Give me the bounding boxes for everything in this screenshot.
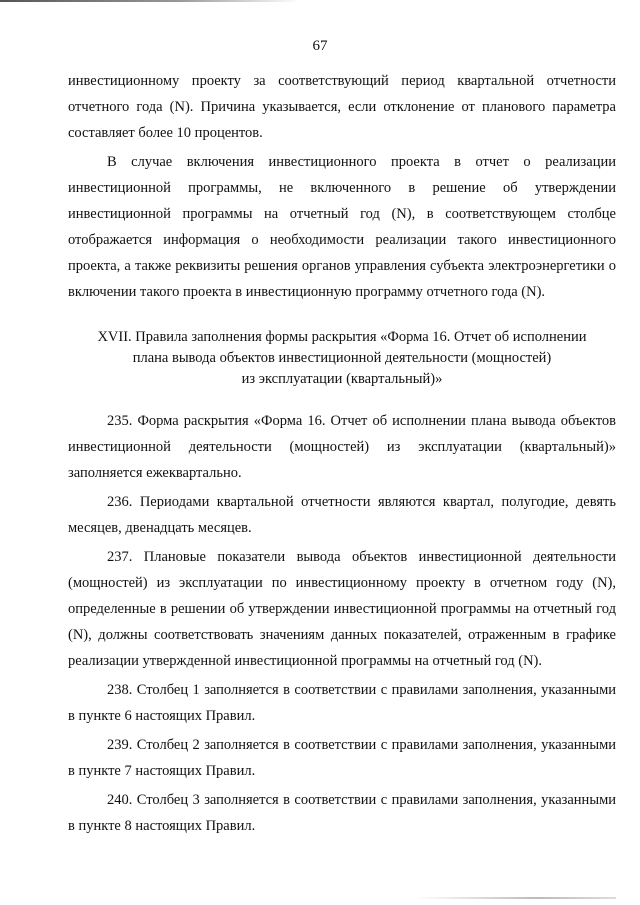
paragraph-inclusion-note: В случае включения инвестиционного проекта в отчет о реализации инвестиционной программы, не включенного в решение об утверждении инвестиционной программы на отчетный год (N), в соответствующем столбце отображается информация о необходимости реализации такого инвестиционного проекта, а также реквизиты решения органов управления субъекта электроэнергетики о включении такого проекта в инвестиционную программу отчетного года (N). (68, 154, 616, 300)
section-heading-line: из эксплуатации (квартальный)» (241, 371, 443, 387)
scan-bottom-edge-line (416, 897, 616, 899)
paragraph-237: 237. Плановые показатели вывода объектов инвестиционной деятельности (мощностей) из эксплуатации по инвестиционному проекту в отчетном году (N), определенные в решении об утверждении инвестиционной программы на отчетный год (N), должны соответствовать значениям данных показателей, отраженным в графике реализации утвержденной инвестиционной программы на отчетный год (N). (68, 549, 616, 669)
paragraph-238: 238. Столбец 1 заполняется в соответствии с правилами заполнения, указанными в пункте 6 настоящих Правил. (68, 682, 616, 724)
section-heading-xvii (68, 327, 616, 390)
section-heading-line: XVII. Правила заполнения формы раскрытия «Форма 16. Отчет об исполнении (97, 329, 587, 345)
paragraph-continuation: инвестиционному проекту за соответствующий период квартальной отчетности отчетного года (N). Причина указывается, если отклонение от планового параметра составляет более 10 процентов. (68, 73, 616, 141)
page-number: 67 (312, 38, 328, 54)
paragraph-236: 236. Периодами квартальной отчетности являются квартал, полугодие, девять месяцев, двенадцать месяцев. (68, 494, 616, 536)
section-heading-line: плана вывода объектов инвестиционной деятельности (мощностей) (132, 350, 552, 366)
paragraph-239: 239. Столбец 2 заполняется в соответствии с правилами заполнения, указанными в пункте 7 настоящих Правил. (68, 737, 616, 779)
scan-top-edge-line (0, 0, 300, 2)
paragraph-235: 235. Форма раскрытия «Форма 16. Отчет об исполнении плана вывода объектов инвестиционной деятельности (мощностей) из эксплуатации (квартальный)» заполняется ежеквартально. (68, 413, 616, 481)
paragraph-240: 240. Столбец 3 заполняется в соответствии с правилами заполнения, указанными в пункте 8 настоящих Правил. (68, 792, 616, 834)
document-body (68, 68, 616, 839)
